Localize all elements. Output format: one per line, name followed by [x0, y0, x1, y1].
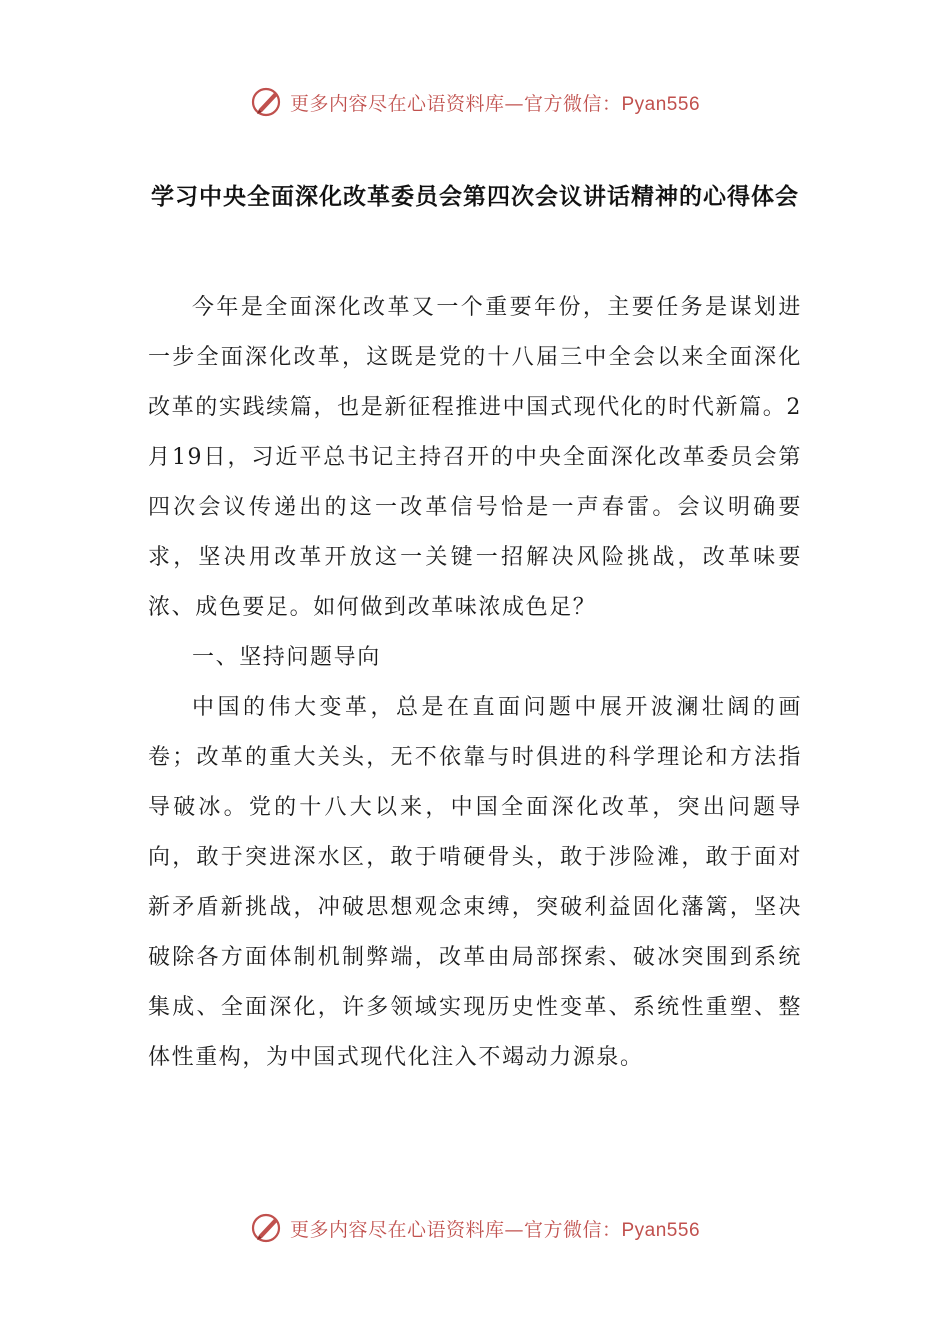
paragraph-section-1: 中国的伟大变革，总是在直面问题中展开波澜壮阔的画卷；改革的重大关头，无不依靠与时俱进的科学理论和方法指导破冰。党的十八大以来，中国全面深化改革，突出问题导向，敢于突进深水区，敢于啃硬骨头，敢于涉险滩，敢于面对新矛盾新挑战，冲破思想观念束缚，突破利益固化藩篱，坚决破除各方面体制机制弊端，改革由局部探索、破冰突围到系统集成、全面深化，许多领域实现历史性变革、系统性重塑、整体性重构，为中国式现代化注入不竭动力源泉。 [148, 695, 802, 1070]
document-title: 学习中央全面深化改革委员会第四次会议讲话精神的心得体会 [151, 184, 799, 210]
footer-banner-cn: 更多内容尽在心语资料库—官方微信： [289, 1218, 622, 1241]
header-banner [0, 82, 950, 122]
paragraph-intro: 今年是全面深化改革又一个重要年份，主要任务是谋划进一步全面深化改革，这既是党的十八届三中全会以来全面深化改革的实践续篇，也是新征程推进中国式现代化的时代新篇。2月19日，习近平总书记主持召开的中央全面深化改革委员会第四次会议传递出的这一改革信号恰是一声春雷。会议明确要求，坚决用改革开放这一关键一招解决风险挑战，改革味要浓、成色要足。如何做到改革味浓成色足？ [148, 295, 802, 620]
pen-logo-icon [250, 1211, 284, 1245]
document-body [148, 283, 802, 1083]
header-banner-cn: 更多内容尽在心语资料库—官方微信： [289, 92, 622, 115]
header-banner-wechat-id: Pyan556 [621, 93, 701, 115]
footer-banner-text [290, 1215, 700, 1242]
footer-banner [0, 1208, 950, 1248]
section-heading-1: 一、坚持问题导向 [192, 645, 381, 670]
pen-logo-icon [250, 85, 284, 119]
footer-banner-wechat-id: Pyan556 [621, 1219, 701, 1241]
header-banner-text [290, 89, 700, 116]
